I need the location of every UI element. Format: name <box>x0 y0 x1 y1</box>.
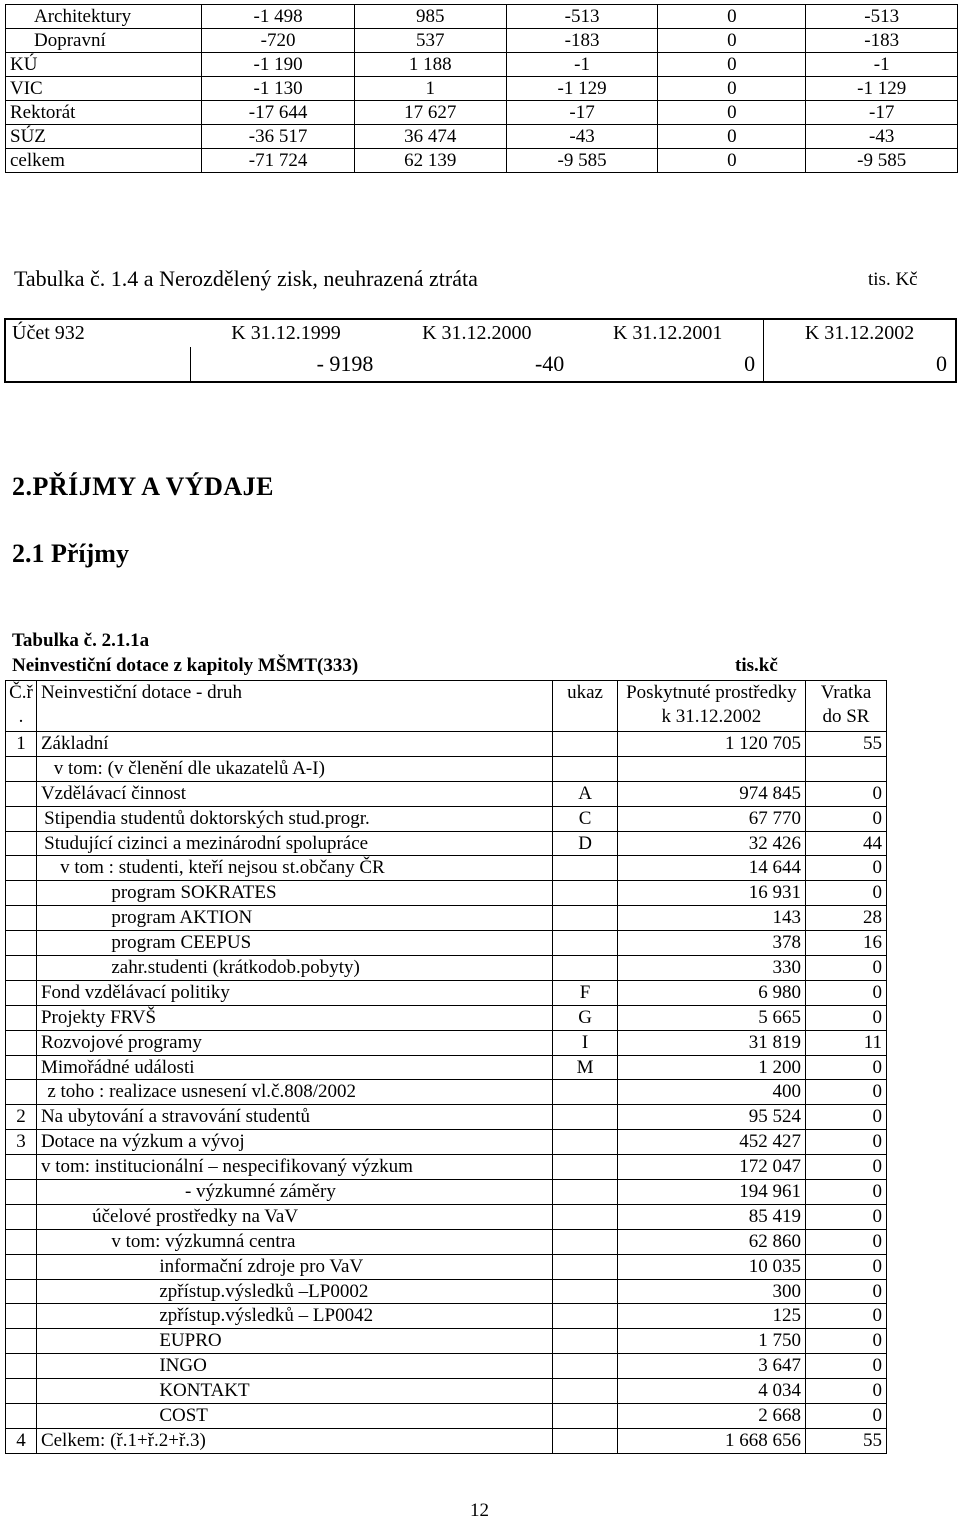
row-value: -183 <box>506 29 658 53</box>
cell-nr <box>6 906 37 931</box>
row-value: 537 <box>354 29 506 53</box>
cell-nr: 4 <box>6 1428 37 1453</box>
cell-val: 974 845 <box>617 781 805 806</box>
cell-txt: v tom : studenti, kteří nejsou st.občany ČR <box>36 856 552 881</box>
table-row <box>6 1428 887 1453</box>
cell-vr: 0 <box>805 1005 886 1030</box>
row-value: -1 190 <box>202 53 354 77</box>
table-row <box>6 1304 887 1329</box>
row-value: 17 627 <box>354 101 506 125</box>
cell-nr <box>6 831 37 856</box>
cell-vr: 0 <box>805 1229 886 1254</box>
row-value: 36 474 <box>354 125 506 149</box>
cell-nr <box>6 1329 37 1354</box>
table-row <box>6 1105 887 1130</box>
cell-vr: 0 <box>805 1080 886 1105</box>
table-row <box>6 756 887 781</box>
table-row <box>6 1404 887 1429</box>
table-row <box>6 125 958 149</box>
table-211a-subtitle: Neinvestiční dotace z kapitoly MŠMT(333) <box>12 655 359 676</box>
cell-val: 378 <box>617 931 805 956</box>
row-value: -1 130 <box>202 77 354 101</box>
cell-nr <box>6 1204 37 1229</box>
cell-txt: Stipendia studentů doktorských stud.progr. <box>36 806 552 831</box>
table-14a-unit: tis. Kč <box>868 269 918 290</box>
cell-vr: 0 <box>805 1279 886 1304</box>
cell-vr: 0 <box>805 1304 886 1329</box>
cell-uk <box>553 1204 617 1229</box>
cell-txt: informační zdroje pro VaV <box>36 1254 552 1279</box>
cell-nr <box>6 956 37 981</box>
row-value: 985 <box>354 5 506 29</box>
row-value: -17 <box>506 101 658 125</box>
table-row <box>6 906 887 931</box>
cell-val: 67 770 <box>617 806 805 831</box>
row-value: -36 517 <box>202 125 354 149</box>
row-value: -43 <box>506 125 658 149</box>
subsidy-table <box>5 680 887 1454</box>
cell-uk <box>553 956 617 981</box>
cell-nr <box>6 756 37 781</box>
col-header-indicator: ukaz <box>553 681 617 732</box>
table-row <box>6 980 887 1005</box>
row-value: 1 <box>354 77 506 101</box>
cell-txt: - výzkumné záměry <box>36 1180 552 1205</box>
row-value: -720 <box>202 29 354 53</box>
cell-vr: 0 <box>805 1204 886 1229</box>
row-value: -1 <box>506 53 658 77</box>
cell-txt: Projekty FRVŠ <box>36 1005 552 1030</box>
col-header-provided: Poskytnuté prostředky k 31.12.2002 <box>617 681 805 732</box>
cell-nr <box>6 806 37 831</box>
table-row <box>6 831 887 856</box>
cell-uk <box>553 906 617 931</box>
cell-txt: účelové prostředky na VaV <box>36 1204 552 1229</box>
cell-txt: KONTAKT <box>36 1379 552 1404</box>
table-row <box>6 1329 887 1354</box>
cell-txt: Studující cizinci a mezinárodní spolupráce <box>36 831 552 856</box>
cell-vr: 0 <box>805 781 886 806</box>
cell-nr <box>6 856 37 881</box>
row-value: -513 <box>506 5 658 29</box>
cell-val: 3 647 <box>617 1354 805 1379</box>
cell-nr <box>6 1005 37 1030</box>
cell-nr: 1 <box>6 732 37 757</box>
cell-val <box>617 756 805 781</box>
cell-uk <box>553 856 617 881</box>
cell-nr <box>6 1354 37 1379</box>
row-value: -43 <box>806 125 958 149</box>
cell-vr: 0 <box>805 856 886 881</box>
cell-val: 172 047 <box>617 1155 805 1180</box>
cell-val: 194 961 <box>617 1180 805 1205</box>
cell-val: 2 668 <box>617 1404 805 1429</box>
row-value: 0 <box>658 125 806 149</box>
cell-txt: program SOKRATES <box>36 881 552 906</box>
cell-vr: 0 <box>805 806 886 831</box>
cell-val: 1 750 <box>617 1329 805 1354</box>
cell-txt: Fond vzdělávací politiky <box>36 980 552 1005</box>
cell-vr: 0 <box>805 1354 886 1379</box>
cell-txt: Na ubytování a stravování studentů <box>36 1105 552 1130</box>
row-value: 0 <box>658 101 806 125</box>
col-header-type: Neinvestiční dotace - druh <box>36 681 552 732</box>
table-row <box>6 1005 887 1030</box>
table-row <box>6 956 887 981</box>
cell-nr <box>6 1055 37 1080</box>
cell-uk <box>553 1180 617 1205</box>
cell-val: 14 644 <box>617 856 805 881</box>
cell-val: 330 <box>617 956 805 981</box>
value-2000: -40 <box>534 351 565 376</box>
cell-nr: 2 <box>6 1105 37 1130</box>
cell-nr: 3 <box>6 1130 37 1155</box>
table-row <box>6 1379 887 1404</box>
cell-nr <box>6 980 37 1005</box>
row-label: VIC <box>6 77 202 101</box>
cell-uk <box>553 1155 617 1180</box>
cell-val: 300 <box>617 1279 805 1304</box>
cell-txt: Základní <box>36 732 552 757</box>
col-header-refund: Vratka do SR <box>805 681 886 732</box>
cell-vr: 16 <box>805 931 886 956</box>
cell-vr: 0 <box>805 1155 886 1180</box>
cell-nr <box>6 1229 37 1254</box>
cell-val: 1 120 705 <box>617 732 805 757</box>
table-row <box>6 149 958 173</box>
header-1999: K 31.12.1999 <box>231 322 341 344</box>
cell-val: 452 427 <box>617 1130 805 1155</box>
table-row <box>6 1155 887 1180</box>
row-value: -1 129 <box>506 77 658 101</box>
row-value: -9 585 <box>506 149 658 173</box>
cell-vr: 55 <box>805 1428 886 1453</box>
cell-uk <box>553 1254 617 1279</box>
row-label: Dopravní <box>6 29 202 53</box>
cell-uk: A <box>553 781 617 806</box>
account-value-empty <box>5 347 191 382</box>
cell-val: 6 980 <box>617 980 805 1005</box>
cell-uk: F <box>553 980 617 1005</box>
row-label: Architektury <box>6 5 202 29</box>
row-value: 0 <box>658 5 806 29</box>
cell-uk <box>553 1105 617 1130</box>
cell-val: 85 419 <box>617 1204 805 1229</box>
cell-vr: 0 <box>805 1055 886 1080</box>
cell-uk <box>553 931 617 956</box>
table-row <box>6 1080 887 1105</box>
cell-uk <box>553 1404 617 1429</box>
cell-txt: Mimořádné události <box>36 1055 552 1080</box>
cell-val: 4 034 <box>617 1379 805 1404</box>
cell-txt: z toho : realizace usnesení vl.č.808/2002 <box>36 1080 552 1105</box>
value-2001: 0 <box>744 351 756 376</box>
cell-nr <box>6 781 37 806</box>
cell-uk: I <box>553 1030 617 1055</box>
cell-uk <box>553 1130 617 1155</box>
table-row <box>6 732 887 757</box>
cell-vr: 0 <box>805 1105 886 1130</box>
table-row <box>6 1030 887 1055</box>
cell-val: 125 <box>617 1304 805 1329</box>
table-14a-title: Tabulka č. 1.4 a Nerozdělený zisk, neuhrazená ztráta <box>14 266 478 291</box>
value-2002: 0 <box>764 347 956 382</box>
cell-nr <box>6 1155 37 1180</box>
row-value: -17 <box>806 101 958 125</box>
cell-val: 5 665 <box>617 1005 805 1030</box>
row-value: -9 585 <box>806 149 958 173</box>
table-row <box>6 101 958 125</box>
cell-val: 1 668 656 <box>617 1428 805 1453</box>
cell-uk: G <box>553 1005 617 1030</box>
cell-txt: EUPRO <box>36 1329 552 1354</box>
cell-val: 95 524 <box>617 1105 805 1130</box>
table-row <box>6 856 887 881</box>
cell-nr <box>6 1379 37 1404</box>
cell-vr: 0 <box>805 1329 886 1354</box>
cell-val: 62 860 <box>617 1229 805 1254</box>
col-header-row-number: Č.ř . <box>6 681 37 732</box>
cell-nr <box>6 931 37 956</box>
table-row <box>6 1279 887 1304</box>
table-row <box>6 931 887 956</box>
table-row <box>6 806 887 831</box>
cell-uk <box>553 1329 617 1354</box>
cell-txt: zpřístup.výsledků – LP0042 <box>36 1304 552 1329</box>
cell-txt: Dotace na výzkum a vývoj <box>36 1130 552 1155</box>
table-row <box>6 881 887 906</box>
summary-table <box>5 4 958 173</box>
subsection-heading: 2.1 Příjmy <box>12 539 129 568</box>
table-row <box>6 1180 887 1205</box>
cell-vr: 0 <box>805 881 886 906</box>
cell-val: 143 <box>617 906 805 931</box>
header-2002: K 31.12.2002 <box>764 319 956 347</box>
cell-vr: 0 <box>805 980 886 1005</box>
cell-vr: 0 <box>805 1404 886 1429</box>
cell-txt: program AKTION <box>36 906 552 931</box>
retained-earnings-table <box>4 318 957 383</box>
cell-vr: 55 <box>805 732 886 757</box>
row-value: -1 498 <box>202 5 354 29</box>
cell-txt: Celkem: (ř.1+ř.2+ř.3) <box>36 1428 552 1453</box>
cell-uk <box>553 1279 617 1304</box>
table-211a-caption: Tabulka č. 2.1.1a <box>12 630 150 651</box>
cell-txt: COST <box>36 1404 552 1429</box>
row-value: 62 139 <box>354 149 506 173</box>
cell-val: 400 <box>617 1080 805 1105</box>
cell-txt: INGO <box>36 1354 552 1379</box>
cell-uk: C <box>553 806 617 831</box>
cell-val: 16 931 <box>617 881 805 906</box>
cell-vr <box>805 756 886 781</box>
cell-txt: Rozvojové programy <box>36 1030 552 1055</box>
table-row <box>6 1254 887 1279</box>
cell-txt: v tom: institucionální – nespecifikovaný výzkum <box>36 1155 552 1180</box>
section-heading: 2.PŘÍJMY A VÝDAJE <box>12 472 275 501</box>
row-value: -1 129 <box>806 77 958 101</box>
cell-nr <box>6 1030 37 1055</box>
cell-txt: v tom: (v členění dle ukazatelů A-I) <box>36 756 552 781</box>
cell-txt: zpřístup.výsledků –LP0002 <box>36 1279 552 1304</box>
row-value: 1 188 <box>354 53 506 77</box>
cell-val: 1 200 <box>617 1055 805 1080</box>
cell-uk: D <box>553 831 617 856</box>
table-row <box>6 5 958 29</box>
header-2001: K 31.12.2001 <box>612 322 723 344</box>
cell-txt: program CEEPUS <box>36 931 552 956</box>
cell-uk <box>553 881 617 906</box>
cell-vr: 11 <box>805 1030 886 1055</box>
table-row <box>6 781 887 806</box>
table-row <box>6 53 958 77</box>
table-row <box>6 1204 887 1229</box>
table-row <box>6 77 958 101</box>
cell-vr: 0 <box>805 1130 886 1155</box>
cell-nr <box>6 1254 37 1279</box>
row-value: -513 <box>806 5 958 29</box>
row-value: 0 <box>658 77 806 101</box>
cell-uk: M <box>553 1055 617 1080</box>
row-label: SÚZ <box>6 125 202 149</box>
cell-uk <box>553 1428 617 1453</box>
page-number: 12 <box>470 1500 489 1521</box>
cell-nr <box>6 1404 37 1429</box>
cell-uk <box>553 1229 617 1254</box>
cell-txt: v tom: výzkumná centra <box>36 1229 552 1254</box>
cell-uk <box>553 1354 617 1379</box>
cell-val: 32 426 <box>617 831 805 856</box>
table-row <box>6 29 958 53</box>
row-value: -183 <box>806 29 958 53</box>
cell-nr <box>6 881 37 906</box>
cell-val: 31 819 <box>617 1030 805 1055</box>
cell-vr: 0 <box>805 956 886 981</box>
row-value: 0 <box>658 29 806 53</box>
account-label: Účet 932 <box>12 322 85 344</box>
cell-nr <box>6 1304 37 1329</box>
cell-txt: zahr.studenti (krátkodob.pobyty) <box>36 956 552 981</box>
cell-uk <box>553 732 617 757</box>
cell-uk <box>553 756 617 781</box>
cell-val: 10 035 <box>617 1254 805 1279</box>
cell-nr <box>6 1279 37 1304</box>
table-row <box>6 1055 887 1080</box>
cell-uk <box>553 1379 617 1404</box>
row-value: -1 <box>806 53 958 77</box>
header-2000: K 31.12.2000 <box>422 322 532 344</box>
cell-nr <box>6 1080 37 1105</box>
row-label: KÚ <box>6 53 202 77</box>
row-value: -17 644 <box>202 101 354 125</box>
cell-uk <box>553 1304 617 1329</box>
cell-vr: 0 <box>805 1379 886 1404</box>
cell-vr: 0 <box>805 1254 886 1279</box>
table-row <box>6 1354 887 1379</box>
value-1999: - 9198 <box>191 347 382 382</box>
row-value: 0 <box>658 149 806 173</box>
cell-nr <box>6 1180 37 1205</box>
cell-txt: Vzdělávací činnost <box>36 781 552 806</box>
table-row <box>6 1229 887 1254</box>
cell-vr: 28 <box>805 906 886 931</box>
cell-uk <box>553 1080 617 1105</box>
row-label: celkem <box>6 149 202 173</box>
table-211a-unit: tis.kč <box>735 655 778 676</box>
table-row <box>6 1130 887 1155</box>
cell-vr: 0 <box>805 1180 886 1205</box>
row-label: Rektorát <box>6 101 202 125</box>
row-value: 0 <box>658 53 806 77</box>
cell-vr: 44 <box>805 831 886 856</box>
row-value: -71 724 <box>202 149 354 173</box>
